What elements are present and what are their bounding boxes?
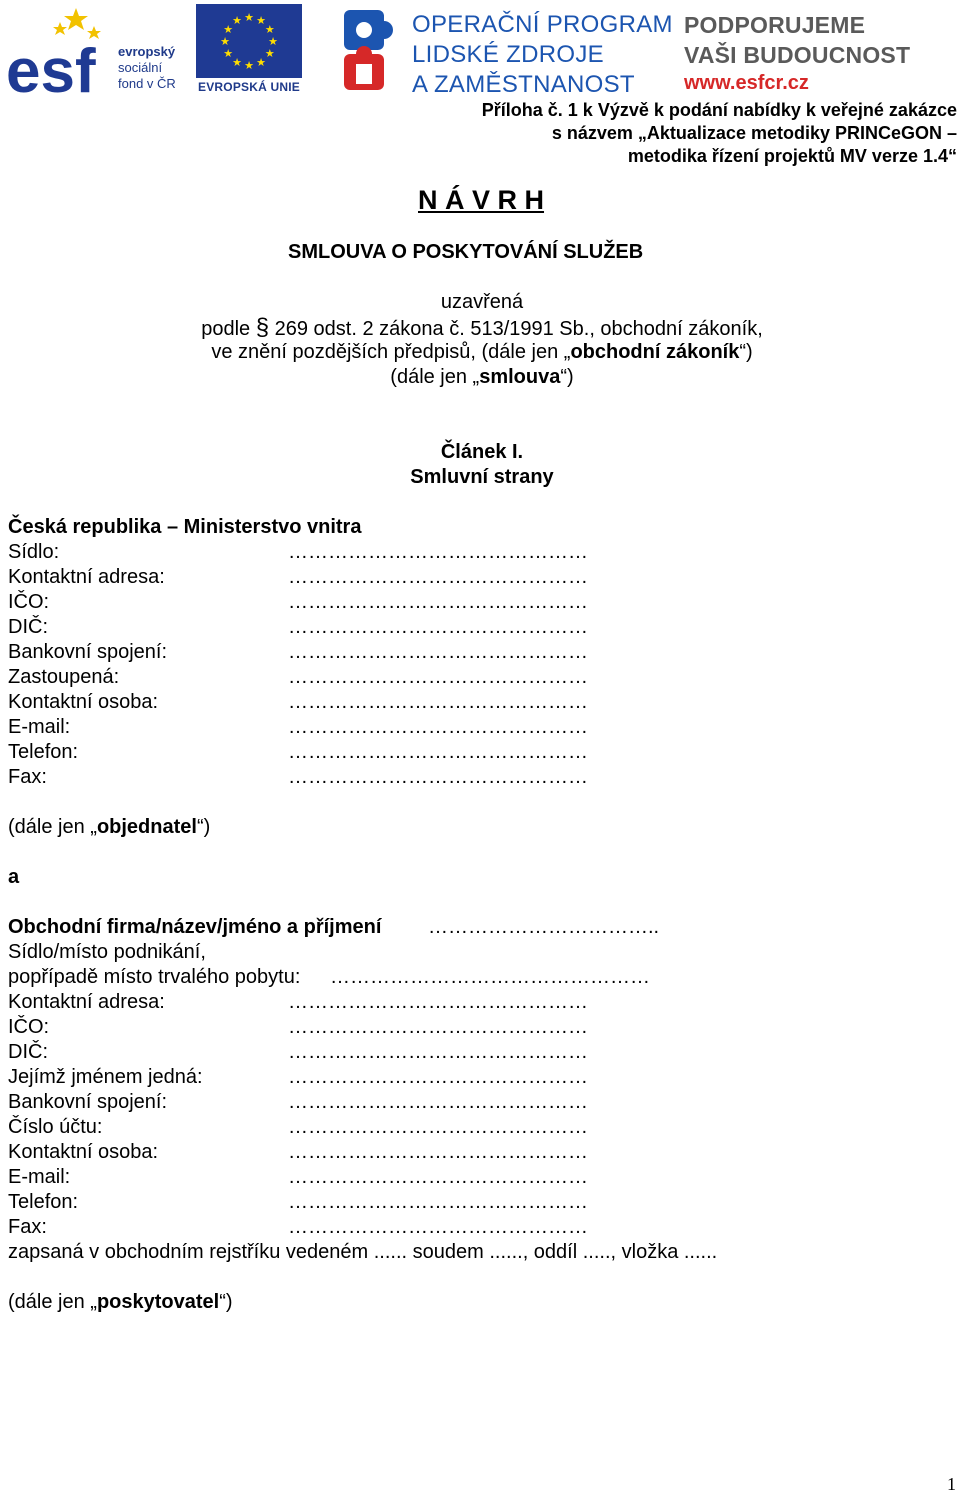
client-field-label: Fax:: [8, 766, 47, 788]
intro-line-4: (dále jen „smlouva“): [390, 366, 574, 388]
intro-line-2: podle § 269 odst. 2 zákona č. 513/1991 Sb., obchodní zákoník,: [201, 314, 763, 341]
paragraph-sign: §: [255, 314, 270, 341]
eu-star-icon: ★: [220, 36, 230, 48]
provider-field-label: Kontaktní osoba:: [8, 1141, 159, 1163]
contract-title: SMLOUVA O POSKYTOVÁNÍ SLUŽEB: [288, 241, 644, 263]
provider-field-value: ………………………………………: [288, 1041, 588, 1063]
website-link[interactable]: www.esfcr.cz: [684, 72, 809, 94]
provider-field-label: IČO:: [8, 1016, 50, 1038]
provider-field-label: DIČ:: [8, 1041, 48, 1063]
client-field-label: Zastoupená:: [8, 666, 120, 688]
annex-line-3: metodika řízení projektů MV verze 1.4“: [627, 146, 957, 166]
provider-field-label: Bankovní spojení:: [8, 1091, 167, 1113]
eu-star-icon: ★: [264, 48, 275, 60]
provider-field-label: E-mail:: [8, 1166, 71, 1188]
eu-star-icon: ★: [223, 48, 234, 60]
article-number: Článek I.: [440, 441, 524, 463]
eu-flag-icon: [196, 4, 302, 78]
eu-star-icon: ★: [223, 24, 234, 36]
eu-star-icon: ★: [232, 56, 242, 69]
client-field-label: Sídlo:: [8, 541, 60, 563]
client-alias: (dále jen „objednatel“): [8, 816, 211, 838]
client-field-value: ………………………………………: [288, 541, 588, 563]
provider-field-value: ………………………………………: [288, 1091, 588, 1113]
client-field-value: ………………………………………: [288, 566, 588, 588]
client-field-label: DIČ:: [8, 616, 48, 638]
slogan: PODPORUJEME VAŠI BUDOUCNOST: [684, 12, 911, 68]
provider-field-label: Jejímž jménem jedná:: [8, 1066, 203, 1088]
client-field-value: ………………………………………: [288, 741, 588, 763]
eu-star-icon: ★: [256, 15, 266, 28]
provider-seat-label-1: Sídlo/místo podnikání,: [8, 941, 206, 963]
provider-field-label: Kontaktní adresa:: [8, 991, 165, 1013]
provider-field-label: Telefon:: [8, 1191, 79, 1213]
programme-name: OPERAČNÍ PROGRAM LIDSKÉ ZDROJE A ZAMĚSTNANOST: [412, 11, 673, 98]
client-field-label: Kontaktní osoba:: [8, 691, 159, 713]
esf-fund-name: evropský sociální fond v ČR: [118, 44, 176, 91]
provider-field-value: ………………………………………: [288, 1116, 588, 1138]
client-field-value: ………………………………………: [288, 591, 588, 613]
esf-logo-icon: [6, 4, 110, 96]
provider-alias: (dále jen „poskytovatel“): [8, 1291, 233, 1313]
eu-star-icon: ★: [268, 36, 278, 48]
client-field-value: ………………………………………: [288, 641, 588, 663]
client-field-label: Telefon:: [8, 741, 79, 763]
eu-star-icon: ★: [244, 12, 254, 24]
client-field-value: ………………………………………: [288, 766, 588, 788]
registry-line: zapsaná v obchodním rejstříku vedeném ...... soudem ......, oddíl ....., vložka ......: [8, 1241, 718, 1263]
provider-name-label: Obchodní firma/název/jméno a příjmení: [8, 916, 382, 938]
intro-line-1: uzavřená: [440, 291, 524, 313]
client-field-label: Kontaktní adresa:: [8, 566, 165, 588]
eu-star-icon: ★: [244, 60, 254, 72]
provider-field-value: ………………………………………: [288, 1141, 588, 1163]
provider-field-label: Číslo účtu:: [8, 1116, 103, 1138]
provider-seat-label-2: popřípadě místo trvalého pobytu:: [8, 966, 301, 988]
client-field-label: IČO:: [8, 591, 50, 613]
client-field-value: ………………………………………: [288, 666, 588, 688]
annex-line-1: Příloha č. 1 k Výzvě k podání nabídky k veřejné zakázce: [481, 100, 957, 120]
provider-field-label: Fax:: [8, 1216, 47, 1238]
client-field-value: ………………………………………: [288, 716, 588, 738]
provider-seat-value: …………………………………………: [330, 966, 650, 988]
eu-star-icon: ★: [232, 15, 242, 28]
client-field-value: ………………………………………: [288, 616, 588, 638]
oplz-puzzle-icon: [340, 4, 404, 94]
provider-field-value: ………………………………………: [288, 1166, 588, 1188]
provider-field-value: ………………………………………: [288, 1216, 588, 1238]
draft-title: N Á V R H: [418, 185, 545, 215]
provider-field-value: ………………………………………: [288, 1066, 588, 1088]
svg-text:esf: esf: [6, 37, 96, 96]
conjunction: a: [8, 866, 20, 888]
page-number: 1: [947, 1474, 956, 1494]
article-title: Smluvní strany: [410, 466, 554, 488]
client-field-value: ………………………………………: [288, 691, 588, 713]
intro-line-3: ve znění pozdějších předpisů, (dále jen „obchodní zákoník“): [211, 341, 753, 363]
client-field-label: E-mail:: [8, 716, 71, 738]
annex-line-2: s názvem „Aktualizace metodiky PRINCeGON –: [551, 123, 957, 143]
eu-caption: EVROPSKÁ UNIE: [198, 80, 300, 94]
client-name: Česká republika – Ministerstvo vnitra: [8, 516, 362, 538]
provider-field-value: ………………………………………: [288, 1016, 588, 1038]
provider-field-value: ………………………………………: [288, 991, 588, 1013]
eu-star-icon: ★: [256, 56, 266, 69]
provider-name-value: ……………………………..: [428, 916, 660, 938]
provider-field-value: ………………………………………: [288, 1191, 588, 1213]
client-field-label: Bankovní spojení:: [8, 641, 167, 663]
eu-star-icon: ★: [264, 24, 275, 36]
